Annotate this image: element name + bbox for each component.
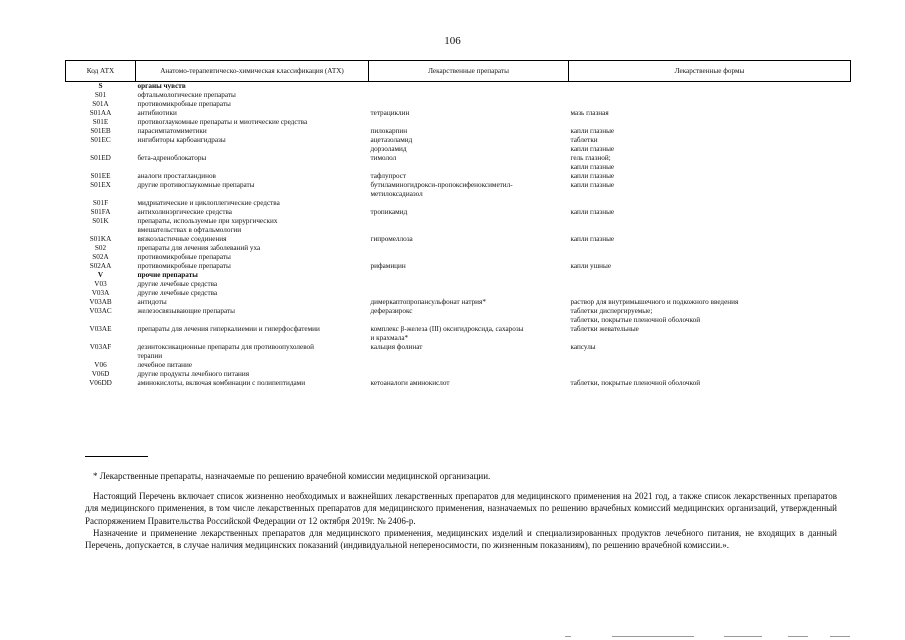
code-cell: V06DD	[89, 379, 112, 387]
form-cell	[569, 280, 851, 289]
code-cell: S01K	[92, 217, 109, 225]
form-cell	[569, 217, 851, 235]
code-cell: V	[97, 271, 104, 279]
drug-cell: димеркаптопропансульфонат натрия*	[370, 298, 486, 306]
drug-cell: тимолол	[370, 154, 397, 162]
table-row	[66, 199, 851, 208]
code-cell: S01EB	[90, 127, 111, 135]
table-row	[66, 325, 851, 343]
form-cell	[569, 253, 851, 262]
footnote: * Лекарственные препараты, назначаемые по решению врачебной комиссии медицинской организации.	[93, 471, 491, 481]
code-cell: V06	[94, 361, 107, 369]
form-cell	[569, 244, 851, 253]
drug-cell	[369, 289, 569, 298]
drug-cell	[369, 118, 569, 127]
form-cell	[569, 289, 851, 298]
classification-cell: противоглаукомные препараты и миотические средства	[137, 118, 308, 126]
form-cell	[569, 100, 851, 109]
drug-cell	[369, 244, 569, 253]
form-cell	[569, 118, 851, 127]
drug-cell: бутиламиногидрокси-пропоксифеноксиметил- метилоксадиазол	[370, 181, 513, 198]
code-cell: S01EX	[90, 181, 111, 189]
table-row	[66, 253, 851, 262]
table-row	[66, 307, 851, 325]
code-cell: V03AC	[89, 307, 112, 315]
code-cell: V03AF	[89, 343, 112, 351]
table-row	[66, 244, 851, 253]
form-cell: гель глазной; капли глазные	[570, 154, 615, 171]
code-cell: S01EC	[90, 136, 111, 144]
scan-artifact	[565, 636, 571, 637]
form-cell: капли ушные	[570, 262, 612, 270]
classification-cell: другие лечебные средства	[137, 280, 218, 288]
header-classification: Анатомо-терапевтическо-химическая классификация (АТХ)	[136, 61, 369, 82]
drug-cell: деферазирокс	[370, 307, 413, 315]
table-row	[66, 370, 851, 379]
classification-cell: ингибиторы карбоангидразы	[137, 136, 226, 144]
table-row	[66, 298, 851, 307]
form-cell: капли глазные	[570, 172, 615, 180]
drug-cell: гипромеллоза	[370, 235, 413, 243]
table-row	[66, 127, 851, 136]
code-cell: S01FA	[90, 208, 111, 216]
drug-cell: кальция фолинат	[370, 343, 423, 351]
form-cell: мазь глазная	[570, 109, 609, 117]
code-cell: S01EE	[90, 172, 111, 180]
classification-cell: другие противоглаукомные препараты	[137, 181, 255, 189]
classification-cell: антихолинэргические средства	[137, 208, 232, 216]
form-cell: таблетки, покрытые пленочной оболочкой	[570, 379, 701, 387]
code-cell: S02A	[92, 253, 109, 261]
form-cell	[569, 271, 851, 280]
table-row	[66, 100, 851, 109]
drug-cell	[369, 199, 569, 208]
paragraph-text: Настоящий Перечень включает список жизненно необходимых и важнейших лекарственных препаратов для медицинского применения на 2021 год, а также список лекарственных препаратов для медицинского применения, в том числе лекарственных препаратов для медицинского применения, назначаемых по решению врачебных комиссий медицинских организаций, утвержденный Распоряжением Правительства Российской Федерации от 12 октября 2019г. № 2406-р.	[85, 491, 837, 526]
code-cell: V06D	[91, 370, 110, 378]
drug-cell	[369, 82, 569, 92]
classification-cell: офтальмологические препараты	[137, 91, 236, 99]
classification-cell: противомикробные препараты	[137, 253, 231, 261]
table-row	[66, 235, 851, 244]
classification-cell: другие продукты лечебного питания	[137, 370, 250, 378]
form-cell: капсулы	[570, 343, 596, 351]
classification-cell: аналоги простагландинов	[137, 172, 216, 180]
table-row	[66, 172, 851, 181]
form-cell: таблетки диспергируемые; таблетки, покрытые пленочной оболочкой	[570, 307, 701, 324]
form-cell	[569, 199, 851, 208]
code-cell: S02AA	[89, 262, 112, 270]
form-cell: таблетки капли глазные	[570, 136, 615, 153]
code-cell: S01ED	[90, 154, 111, 162]
footnote-divider	[85, 456, 148, 457]
drug-cell: тропикамид	[370, 208, 408, 216]
classification-cell: антибиотики	[137, 109, 177, 117]
paragraph-prescription-note	[85, 527, 837, 552]
classification-cell: прочие препараты	[137, 271, 198, 279]
atx-table	[65, 60, 851, 388]
table-row	[66, 280, 851, 289]
form-cell: раствор для внутримышечного и подкожного введения	[570, 298, 739, 306]
code-cell: S01A	[92, 100, 109, 108]
form-cell: таблетки жевательные	[570, 325, 639, 333]
classification-cell: другие лечебные средства	[137, 289, 218, 297]
table-row	[66, 208, 851, 217]
form-cell: капли глазные	[570, 181, 615, 189]
classification-cell: бета-адреноблокаторы	[137, 154, 207, 162]
table-row	[66, 361, 851, 370]
drug-cell	[369, 253, 569, 262]
header-forms: Лекарственные формы	[569, 61, 851, 82]
code-cell: V03AE	[89, 325, 112, 333]
code-cell: S01	[94, 91, 107, 99]
table-row	[66, 109, 851, 118]
classification-cell: препараты для лечения заболеваний уха	[137, 244, 261, 252]
classification-cell: железосвязывающие препараты	[137, 307, 235, 315]
drug-cell: кетоаналоги аминокислот	[370, 379, 450, 387]
paragraph-text: Назначение и применение лекарственных препаратов для медицинского применения, медицинских изделий и специализированных продуктов лечебного питания, не входящих в данный Перечень, допускается, в случае наличия медицинских показаний (индивидуальной непереносимости, по жизненным показаниям), по решению врачебной комиссии.».	[85, 528, 837, 551]
drug-cell: ацетазоламид дорзоламид	[370, 136, 413, 153]
table-row	[66, 343, 851, 361]
code-cell: S01AA	[89, 109, 112, 117]
code-cell: V03AB	[89, 298, 112, 306]
drug-cell: рифамицин	[370, 262, 406, 270]
table-row	[66, 379, 851, 388]
drug-cell	[369, 217, 569, 235]
form-cell: капли глазные	[570, 208, 615, 216]
code-cell: S02	[94, 244, 107, 252]
table-header	[66, 61, 851, 82]
form-cell: капли глазные	[570, 127, 615, 135]
drug-cell: комплекс β-железа (III) оксигидроксида, сахарозы и крахмала*	[370, 325, 524, 342]
drug-cell	[369, 100, 569, 109]
classification-cell: органы чувств	[137, 82, 186, 90]
drug-cell	[369, 370, 569, 379]
code-cell: V03	[94, 280, 107, 288]
form-cell	[569, 82, 851, 92]
form-cell	[569, 370, 851, 379]
table-body	[66, 82, 851, 389]
drug-cell	[369, 91, 569, 100]
table-row	[66, 289, 851, 298]
scan-artifact	[724, 636, 762, 637]
classification-cell: антидоты	[137, 298, 167, 306]
scan-artifact	[788, 636, 808, 637]
drug-cell	[369, 280, 569, 289]
classification-cell: препараты, используемые при хирургических вмешательствах в офтальмологии	[137, 217, 278, 234]
scan-artifact	[612, 636, 694, 637]
table-row	[66, 262, 851, 271]
classification-cell: противомикробные препараты	[137, 100, 231, 108]
classification-cell: вязкоэластичные соединения	[137, 235, 227, 243]
paragraph-list-note	[85, 490, 837, 527]
classification-cell: мидриатические и циклоплегические средства	[137, 199, 280, 207]
form-cell	[569, 91, 851, 100]
classification-cell: препараты для лечения гиперкалиемии и гиперфосфатемии	[137, 325, 320, 333]
table-row	[66, 181, 851, 199]
classification-cell: аминокислоты, включая комбинации с полипептидами	[137, 379, 306, 387]
group-row	[66, 82, 851, 92]
drug-cell: тафлупрост	[370, 172, 407, 180]
table-row	[66, 91, 851, 100]
header-drugs: Лекарственные препараты	[369, 61, 569, 82]
code-cell: S	[98, 82, 103, 90]
drug-cell: тетрациклин	[370, 109, 410, 117]
page-number: 106	[444, 35, 461, 47]
code-cell: S01KA	[89, 235, 112, 243]
form-cell	[569, 361, 851, 370]
form-cell: капли глазные	[570, 235, 615, 243]
table-row	[66, 118, 851, 127]
group-row	[66, 271, 851, 280]
table-row	[66, 154, 851, 172]
code-cell: S01E	[92, 118, 109, 126]
table-row	[66, 217, 851, 235]
code-cell: S01F	[92, 199, 109, 207]
classification-cell: противомикробные препараты	[137, 262, 231, 270]
scan-artifact	[830, 636, 850, 637]
classification-cell: дезинтоксикационные препараты для противоопухолевой терапии	[137, 343, 314, 360]
drug-cell	[369, 361, 569, 370]
table-row	[66, 136, 851, 154]
header-code: Код АТХ	[66, 61, 136, 82]
code-cell: V03A	[91, 289, 110, 297]
classification-cell: парасимпатомиметики	[137, 127, 207, 135]
classification-cell: лечебное питание	[137, 361, 193, 369]
drug-cell: пилокарпин	[370, 127, 408, 135]
drug-cell	[369, 271, 569, 280]
